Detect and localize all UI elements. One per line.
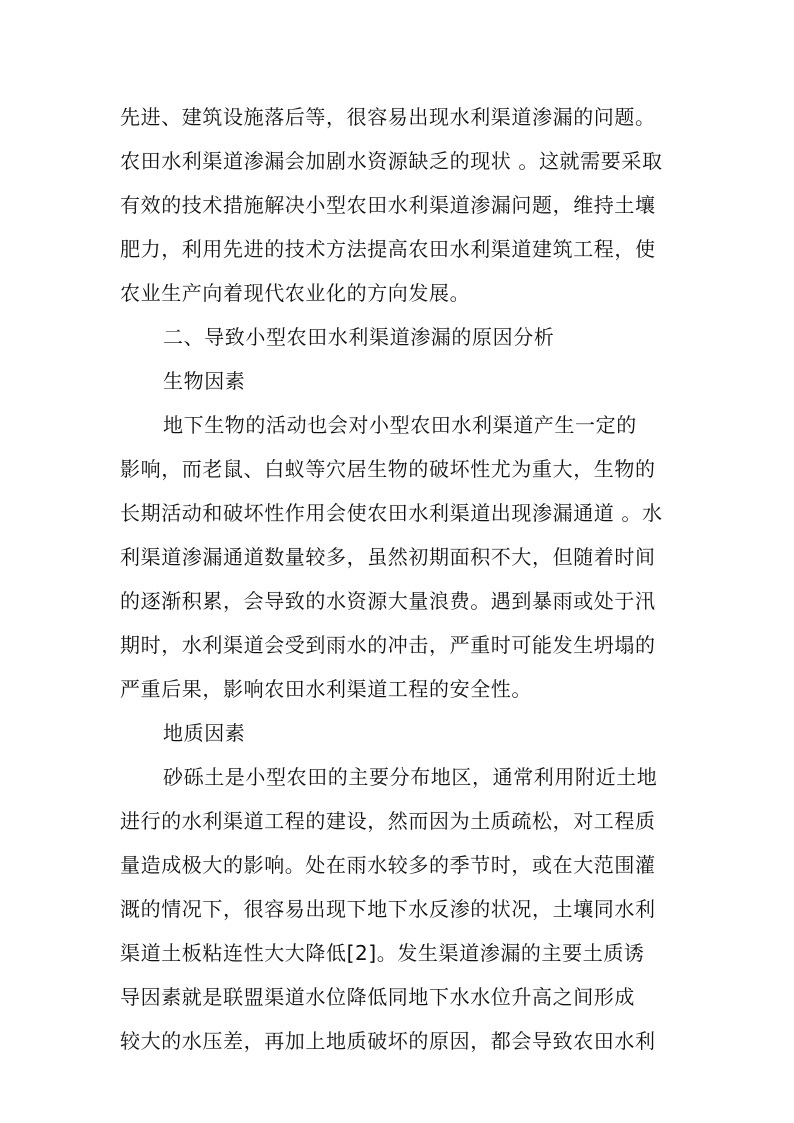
subsection-heading: 生物因素 [163, 369, 246, 393]
section-heading: 二、导致小型农田水利渠道渗漏的原因分析 [163, 325, 555, 349]
text-line: 量造成极大的影响。处在雨水较多的季节时，或在大范围灌 [120, 853, 656, 877]
subsection-heading: 地质因素 [163, 721, 246, 745]
text-line: 有效的技术措施解决小型农田水利渠道渗漏问题，维持土壤 [120, 193, 656, 217]
text-line: 的逐渐积累，会导致的水资源大量浪费。遇到暴雨或处于汛 [120, 589, 656, 613]
text-line: 农业生产向着现代农业化的方向发展。 [120, 281, 471, 305]
text-line: 影响，而老鼠、白蚁等穴居生物的破坏性尤为重大，生物的 [120, 457, 656, 481]
text-line: 砂砾土是小型农田的主要分布地区，通常利用附近土地 [163, 765, 658, 789]
text-line: 长期活动和破坏性作用会使农田水利渠道出现渗漏通道 。水 [120, 501, 663, 525]
text-line: 先进、建筑设施落后等，很容易出现水利渠道渗漏的问题。 [120, 105, 656, 129]
text-line: 农田水利渠道渗漏会加剧水资源缺乏的现状 。这就需要采取 [120, 149, 663, 173]
text-line: 地下生物的活动也会对小型农田水利渠道产生一定的 [163, 413, 637, 437]
text-line: 进行的水利渠道工程的建设，然而因为土质疏松，对工程质 [120, 809, 656, 833]
text-line: 肥力，利用先进的技术方法提高农田水利渠道建筑工程，使 [120, 237, 656, 261]
text-line: 导因素就是联盟渠道水位降低同地下水水位升高之间形成 [120, 985, 635, 1009]
text-line: 期时，水利渠道会受到雨水的冲击，严重时可能发生坍塌的 [120, 633, 656, 657]
text-line: 较大的水压差，再加上地质破坏的原因，都会导致农田水利 [120, 1029, 656, 1053]
text-line: 利渠道渗漏通道数量较多，虽然初期面积不大，但随着时间 [120, 545, 656, 569]
text-line: 溉的情况下，很容易出现下地下水反渗的状况，土壤同水利 [120, 897, 656, 921]
text-line: 严重后果，影响农田水利渠道工程的安全性。 [120, 677, 532, 701]
text-line: 渠道土板粘连性大大降低[2]。发生渠道渗漏的主要土质诱 [120, 941, 645, 965]
